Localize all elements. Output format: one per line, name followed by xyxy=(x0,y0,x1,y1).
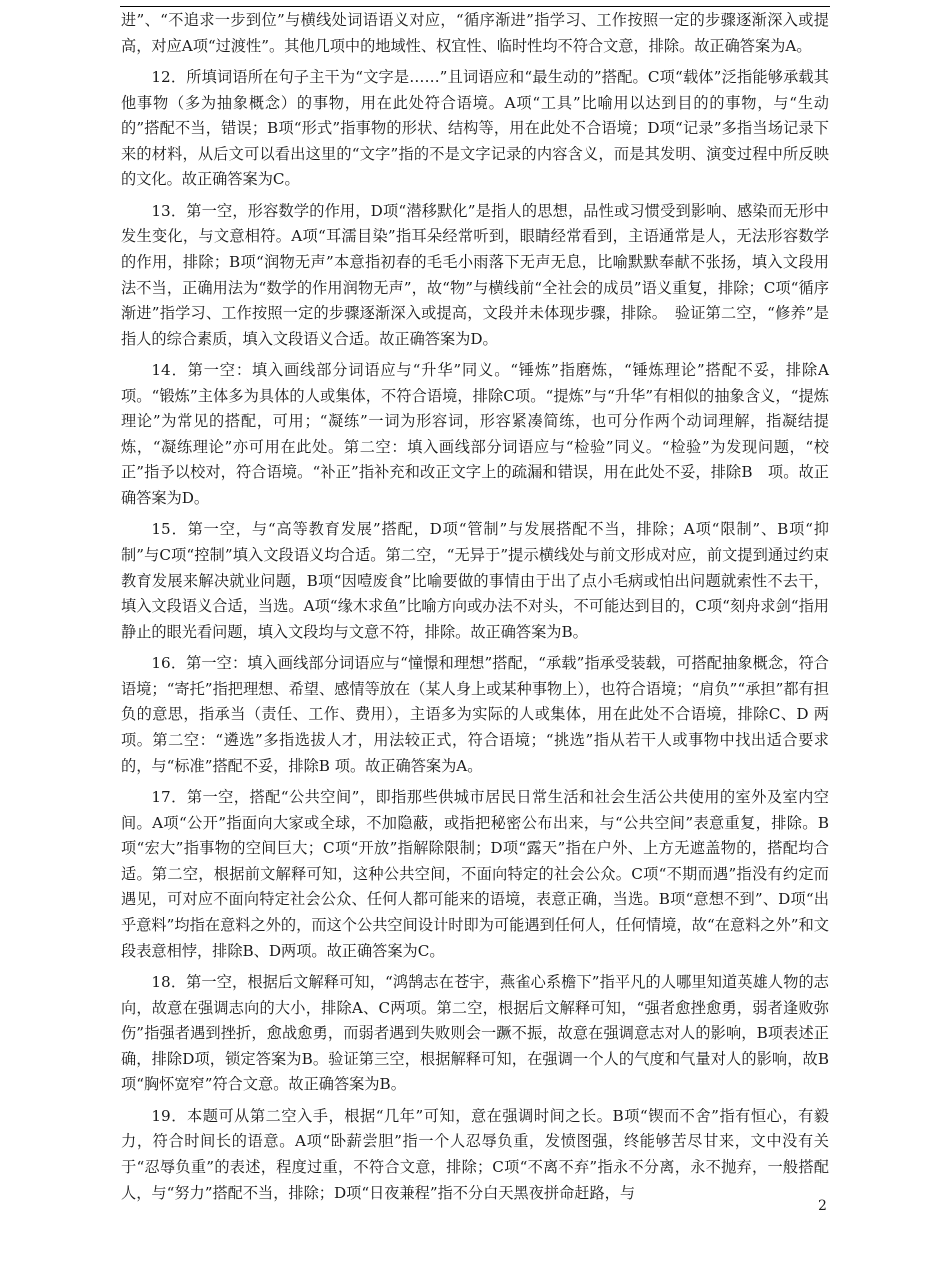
paragraph-q12: 12．所填词语所在句子主干为“文字是……”且词语应和“最生动的”搭配。C项“载体”泛指能够承载其他事物（多为抽象概念）的事物，用在此处符合语境。A项“工具”比喻用以达到目的的事物，与“生动的”搭配不当，错误；B项“形式”指事物的形状、结构等，用在此处不合语境；D项“记录”多指当场记录下来的材料，从后文可以看出这里的“文字”指的不是文字记录的内容含义，而是其发明、演变过程中所反映的文化。故正确答案为C。 xyxy=(121,67,829,189)
paragraph-q18: 18．第一空，根据后文解释可知，“鸿鹄志在苍宇，燕雀心系檐下”指平凡的人哪里知道英雄人物的志向，故意在强调志向的大小，排除A、C两项。第二空，根据后文解释可知，“强者愈挫愈勇，弱者逢败弥伤”指强者遇到挫折，愈战愈勇，而弱者遇到失败则会一蹶不振，故意在强调意志对人的影响，B项表述正确，排除D项，锁定答案为B。验证第三空，根据解释可知，在强调一个人的气度和气量对人的影响，故B项“胸怀宽窄”符合文意。故正确答案为B。 xyxy=(121,972,829,1094)
paragraph-q15: 15．第一空，与“高等教育发展”搭配，D项“管制”与发展搭配不当，排除；A项“限制”、B项“抑制”与C项“控制”填入文段语义均合适。第二空，“无异于”提示横线处与前文形成对应，前文提到通过约束教育发展来解决就业问题，B项“因噎废食”比喻要做的事情由于出了点小毛病或怕出问题就索性不去干，填入文段语义合适，当选。A项“缘木求鱼”比喻方向或办法不对头，不可能达到目的，C项“刻舟求剑“指用静止的眼光看问题，填入文段均与文意不符，排除。故正确答案为B。 xyxy=(121,520,829,641)
header-rule xyxy=(120,6,830,7)
paragraph-q14: 14．第一空：填入画线部分词语应与“升华”同义。“锤炼”指磨炼，“锤炼理论”搭配不妥，排除A 项。“锻炼”主体多为具体的人或集体，不符合语境，排除C项。“提炼”与“升华”有相似的抽象含义，“提炼理论”为常见的搭配，可用；“凝练”一词为形容词，形容紧凑简练，也可分作两个动词理解，指凝结提炼，“凝练理论”亦可用在此处。第二空：填入画线部分词语应与“检验”同义。“检验”为发现问题，“校正”指予以校对，符合语境。“补正”指补充和改正文字上的疏漏和错误，用在此处不妥，排除B 项。故正确答案为D。 xyxy=(121,361,845,508)
answer-explanations xyxy=(121,8,845,1212)
paragraph-q13: 13．第一空，形容数学的作用，D项“潜移默化”是指人的思想，品性或习惯受到影响、感染而无形中发生变化，与文意相符。A项“耳濡目染”指耳朵经常听到，眼睛经常看到，主语通常是人，无法形容数学的作用，排除；B项“润物无声”本意指初春的毛毛小雨落下无声无息，比喻默默奉献不张扬，填入文段用法不当，正确用法为“数学的作用润物无声”，故“物”与横线前“全社会的成员”语义重复，排除；C项“循序渐进”指学习、工作按照一定的步骤逐渐深入或提高，文段并未体现步骤，排除。 验证第二空，“修养”是指人的综合素质，填入文段语义合适。故正确答案为D。 xyxy=(121,201,829,348)
paragraph-q17: 17．第一空，搭配“公共空间”，即指那些供城市居民日常生活和社会生活公共使用的室外及室内空间。A项“公开”指面向大家或全球，不加隐蔽，或指把秘密公布出来，与“公共空间”表意重复，排除。B项“宏大”指事物的空间巨大；C项“开放”指解除限制；D项“露天”指在户外、上方无遮盖物的，搭配均合适。第二空，根据前文解释可知，这种公共空间，不面向特定的社会公众。C项“不期而遇”指没有约定而遇见，可对应不面向特定社会公众、任何人都可能来的语境，表意正确，当选。B项“意想不到”、D项“出乎意料”均指在意料之外的，而这个公共空间设计时即为可能遇到任何人，任何情境，故“在意料之外”和文段表意相悖，排除B、D两项。故正确答案为C。 xyxy=(121,788,829,960)
paragraph-q19: 19．本题可从第二空入手，根据“几年”可知，意在强调时间之长。B项“锲而不舍”指有恒心，有毅力，符合时间长的语意。A项“卧薪尝胆”指一个人忍辱负重，发愤图强，终能够苦尽甘来，文中没有关于“忍辱负重”的表述，程度过重，不符合文意，排除；C项“不离不弃”指永不分离，永不抛弃，一般搭配人，与“努力”搭配不当，排除；D项“日夜兼程”指不分白天黑夜拼命赶路，与 xyxy=(121,1106,829,1202)
paragraph-continuation: 进”、“不追求一步到位”与横线处词语语义对应，“循序渐进”指学习、工作按照一定的步骤逐渐深入或提高，对应A项“过渡性”。其他几项中的地域性、权宜性、临时性均不符合文意，排除。故正确答案为A。 xyxy=(121,11,829,55)
page-number: 2 xyxy=(818,1198,827,1214)
paragraph-q16: 16．第一空：填入画线部分词语应与“憧憬和理想”搭配，“承载”指承受装载，可搭配抽象概念，符合语境；“寄托”指把理想、希望、感情等放在（某人身上或某种事物上），也符合语境；“肩负”“承担”都有担负的意思，指承当（责任、工作、费用），主语多为实际的人或集体，用在此处不合语境，排除C、D 两项。第二空：“遴选”多指选拔人才，用法较正式，符合语境；“挑选”指从若干人或事物中找出适合要求的，与“标准”搭配不妥，排除B 项。故正确答案为A。 xyxy=(121,654,829,775)
